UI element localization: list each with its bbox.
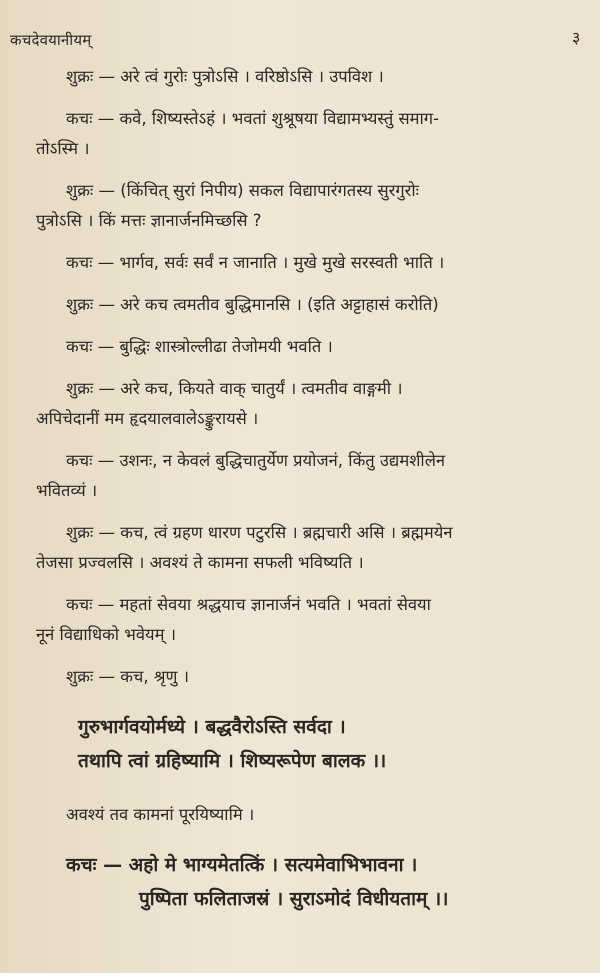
line-text: कचः — उशनः, न केवलं बुद्धिचातुर्येण प्रयोजनं, किंतु उद्यमशीलेन (66, 451, 446, 470)
line-text: कचः — महतां सेवया श्रद्धयाच ज्ञानार्जनं भवति । भवतां सेवया (66, 595, 431, 614)
line-text: कचः — बुद्धिः शास्त्रोल्लीढा तेजोमयी भवति । (66, 337, 333, 356)
dialogue-line (36, 590, 588, 650)
dialogue-line (36, 374, 588, 434)
line-text: कचः — भार्गव, सर्वः सर्वं न जानाति । मुखे मुखे सरस्वती भाति । (66, 253, 445, 272)
dialogue-line (36, 176, 588, 236)
dialogue-line (36, 62, 588, 92)
line-text: शुक्रः — (किंचित् सुरां निपीय) सकल विद्यापारंगतस्य सुरगुरोः (66, 181, 419, 200)
line-text: शुक्रः — अरे कच, कियते वाक् चातुर्यं । त्वमतीव वाङ्गमी । (66, 379, 403, 398)
line-text: अवश्यं तव कामनां पूरयिष्यामि । (66, 805, 255, 824)
line-text: शुक्रः — अरे त्वं गुरोः पुत्रोऽसि । वरिष्ठोऽसि । उपविश । (66, 67, 384, 86)
dialogue-line (36, 332, 588, 362)
line-text: शुक्रः — कच, त्वं ग्रहण धारण पटुरसि । ब्रह्मचारी असि । ब्रह्ममयेन (66, 523, 453, 542)
page-body (36, 62, 588, 916)
running-header: कचदेवयानीयम् (10, 31, 92, 49)
line-text: नूनं विद्याधिको भवेयम् । (36, 625, 176, 644)
verse-block (36, 710, 588, 778)
dialogue-line (36, 446, 588, 506)
verse-line: गुरुभार्गवयोर्मध्ये । बद्धवैरोऽस्ति सर्वदा । (78, 716, 346, 738)
line-text: शुक्रः — अरे कच त्वमतीव बुद्धिमानसि । (इति अट्टाहासं करोति) (66, 295, 439, 314)
line-text: कचः — कवे, शिष्यस्तेऽहं । भवतां शुश्रूषया विद्यामभ्यस्तुं समाग- (66, 109, 440, 128)
dialogue-line (36, 104, 588, 164)
line-text: तोऽस्मि । (36, 139, 90, 158)
dialogue-line (36, 518, 588, 578)
verse-line: कचः — अहो मे भाग्यमेतत्किं । सत्यमेवाभिभावना । (66, 854, 418, 876)
line-text: भवितव्यं । (36, 481, 98, 500)
line-text: अपिचेदानीं मम हृदयालवालेऽङ्कुरायसे । (36, 409, 259, 428)
verse-line: तथापि त्वां ग्रहिष्यामि । शिष्यरूपेण बालक ।। (78, 750, 387, 772)
page-number: ३ (572, 28, 581, 47)
dialogue-line (36, 290, 588, 320)
final-verse-block (36, 848, 588, 916)
line-text: शुक्रः — कच, श्रृणु । (66, 667, 189, 686)
line-text: तेजसा प्रज्वलसि । अवश्यं ते कामना सफली भविष्यति । (36, 553, 364, 572)
dialogue-line (36, 800, 588, 830)
line-text: पुत्रोऽसि । किं मत्तः ज्ञानार्जनमिच्छसि ? (36, 211, 262, 230)
verse-line: पुष्पिता फलिताजस्रं । सुराऽमोदं विधीयताम् ।। (139, 888, 449, 910)
dialogue-line (36, 248, 588, 278)
dialogue-line (36, 662, 588, 692)
